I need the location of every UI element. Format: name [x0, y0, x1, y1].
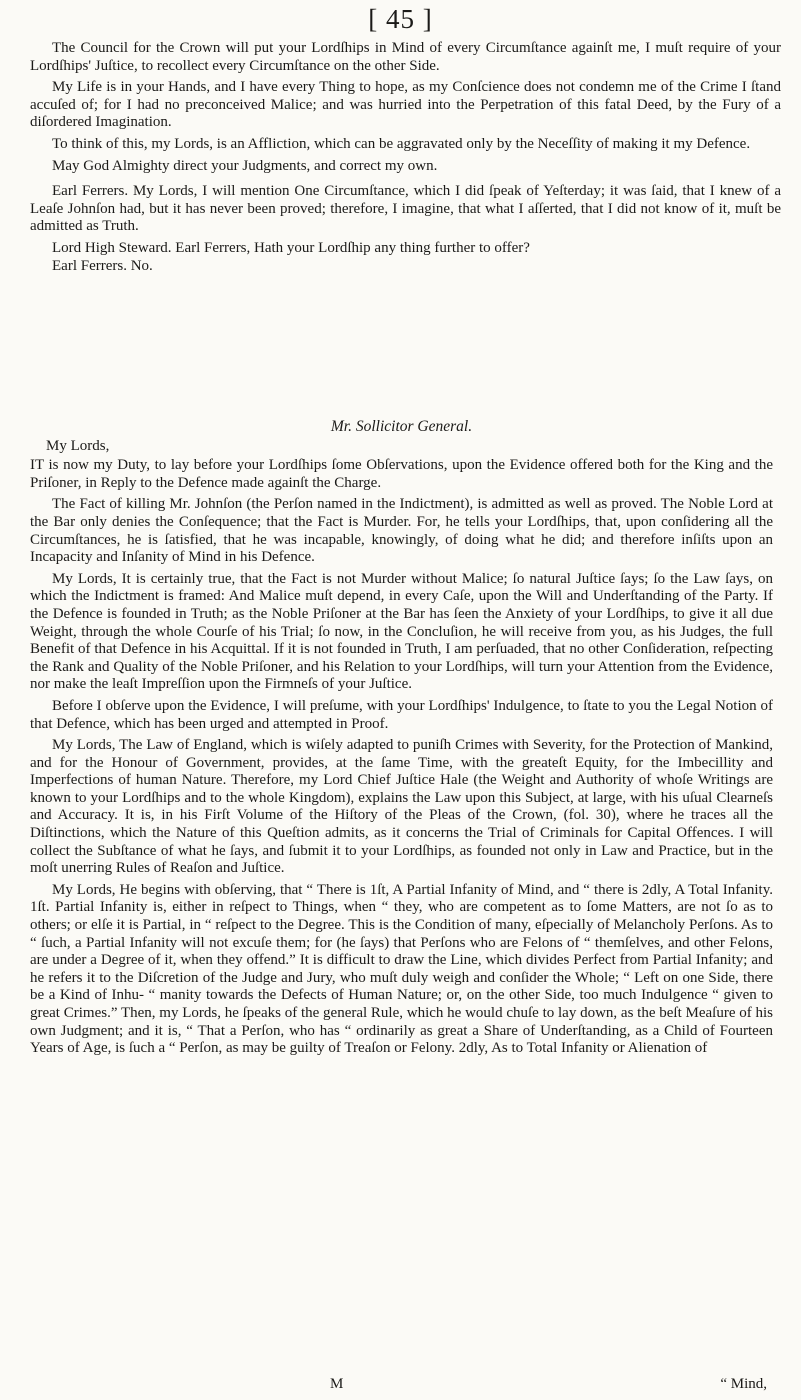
paragraph: To think of this, my Lords, is an Affliction, which can be aggravated only by the Neceſſity of making it my Defence.: [52, 135, 751, 152]
paragraph: May God Almighty direct your Judgments, and correct my own.: [52, 157, 438, 174]
speaker-heading: Mr. Sollicitor General.: [330, 418, 473, 435]
paragraph: My Lords, He begins with obſerving, that “ There is 1ſt, A Partial Infanity of Mind, and “ there is 2dly, A Total Infanity. 1ſt. Partial Infanity is, either in reſpect to Things, when “ they, who are competent as to ſome Matters, are not ſo as to others; or elſe it is Partial, in “ reſpect to the Degree. This is the Condition of many, eſpecially of Melancholy Perſons. As to “ ſuch, a Partial Infanity will not excuſe them; for (he ſays) that Perſons who are Felons of “ themſelves, and other Felons, are under a Degree of it, when they offend.” It is difficult to draw the Line, which divides Perfect from Partial Infanity; and he refers it to the Diſcretion of the Judge and Jury, who muſt duly weigh and conſider the Whole; “ Left on one Side, there be a Kind of Inhu- “ manity towards the Defects of Human Nature; or, on the other Side, too much Indulgence “ given to great Crimes.” Then, my Lords, he ſpeaks of the general Rule, which he would chuſe to lay down, as the beſt Meaſure of his own Judgment; and it is, “ That a Perſon, who has “ ordinarily as great a Share of Underſtanding, as a Child of Fourteen Years of Age, is ſuch a “ Perſon, as may be guilty of Treaſon or Felony. 2dly, As to Total Infanity or Alienation of: [30, 881, 773, 1057]
paragraph: My Lords, The Law of England, which is wiſely adapted to puniſh Crimes with Severity, for the Protection of Mankind, and for the Honour of Government, provides, at the ſame Time, with the greateſt Equity, for the Imbecillity and Imperfections of human Nature. Therefore, my Lord Chief Juſtice Hale (the Weight and Authority of whoſe Writings are known to your Lordſhips and to the whole Kingdom), explains the Law upon this Subject, at large, with his uſual Clearneſs and Accuracy. It is, in his Firſt Volume of the Hiſtory of the Pleas of the Crown, (fol. 30), where he traces all the Diſtinctions, which the Nature of this Queſtion admits, as it concerns the Trial of Criminals for Capital Offences. I will collect the Subſtance of what he ſays, and ſubmit it to your Lordſhips, as founded not only in Law and Practice, but in the moſt unerring Rules of Reaſon and Juſtice.: [30, 737, 773, 877]
paragraph-opening: IT is now my Duty, to lay before your Lordſhips ſome Obſervations, upon the Evidence offered both for the King and the Priſoner, in Reply to the Defence made againſt the Charge.: [30, 457, 773, 491]
prisoner-statement: [30, 40, 781, 279]
paragraph: Earl Ferrers. No.: [52, 257, 153, 274]
paragraph: Before I obſerve upon the Evidence, I will preſume, with your Lordſhips' Indulgence, to ſtate to you the Legal Notion of that Defence, which has been urged and attempted in Proof.: [30, 697, 773, 732]
catchword: “ Mind,: [720, 1376, 767, 1392]
paragraph: The Fact of killing Mr. Johnſon (the Perſon named in the Indictment), is admitted as well as proved. The Noble Lord at the Bar only denies the Conſequence; that the Fact is Murder. For, he tells your Lordſhips, that, upon conſidering all the Circumſtances, he is ſatisfied, that he was incapable, knowingly, of doing what he did; and therefore inſiſts upon an Incapacity and Inſanity of Mind in his Defence.: [30, 496, 773, 566]
sollicitor-speech: [30, 410, 773, 1062]
paragraph: Earl Ferrers. My Lords, I will mention One Circumſtance, which I did ſpeak of Yeſterday; it was ſaid, that I knew of a Leaſe Johnſon had, but it has never been proved; therefore, I imagine, that what I aſſerted, that I did not know of it, muſt be admitted as Truth.: [30, 183, 781, 235]
salutation: My Lords,: [46, 437, 110, 454]
paragraph: My Lords, It is certainly true, that the Fact is not Murder without Malice; ſo natural Juſtice ſays; ſo the Law ſays, on which the Indictment is framed: And Malice muſt depend, in every Caſe, upon the Will and Underſtanding of the Party. If the Defence is founded in Truth; as the Noble Priſoner at the Bar has ſeen the Anxiety of your Lordſhips, to give it all due Weight, through the whole Courſe of his Trial; ſo now, in the Concluſion, he will receive from you, as his Judges, the full Benefit of that Defence in his Acquittal. If it is not founded in Truth, I am perſuaded, that no other Conſideration, reſpecting the Rank and Quality of the Noble Priſoner, and his Relation to your Lordſhips, will turn your Attention from the Evidence, nor make the leaſt Impreſſion upon the Firmneſs of your Juſtice.: [30, 570, 773, 693]
paragraph: Lord High Steward. Earl Ferrers, Hath your Lordſhip any thing further to offer?: [52, 239, 530, 256]
signature-mark: M: [330, 1376, 344, 1392]
paragraph: My Life is in your Hands, and I have every Thing to hope, as my Conſcience does not condemn me of the Crime I ſtand accuſed of; for I had no preconceived Malice; and was hurried into the Perpetration of this fatal Deed, by the Fury of a diſordered Imagination.: [30, 79, 781, 131]
paragraph: The Council for the Crown will put your Lordſhips in Mind of every Circumſtance againſt me, I muſt require of your Lordſhips' Juſtice, to recollect every Circumſtance on the other Side.: [30, 40, 781, 74]
page-footer: [40, 1376, 767, 1394]
page-number: [ 45 ]: [368, 4, 433, 34]
